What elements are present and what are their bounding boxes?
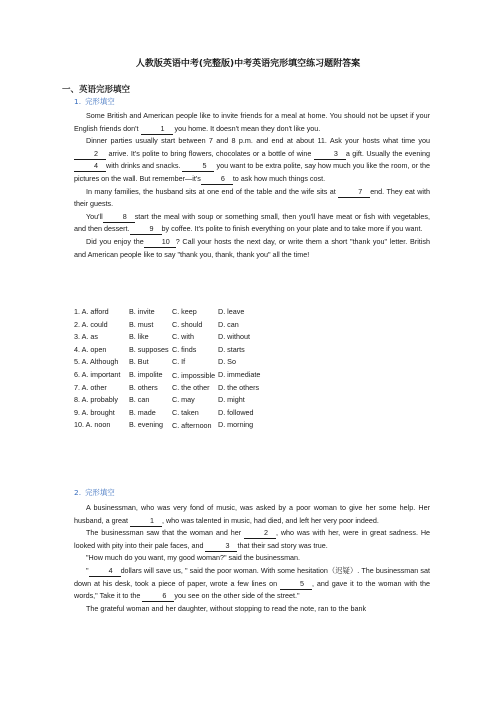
option-choice[interactable]: 8. A. probably [74,395,118,405]
paragraph [74,527,430,552]
blank-9[interactable]: 9 [130,224,162,235]
option-row [74,369,278,382]
option-row [74,407,278,420]
blank-4[interactable]: 4 [89,566,121,577]
text: by coffee. It's polite to finish everything on your plate and to take more if you want. [161,224,423,234]
option-choice[interactable]: B. supposes [129,344,169,354]
option-choice[interactable]: D. leave [218,307,245,316]
text: ? Call your hosts the next day, or write them a short "thank you" letter. British and American people like to say "thank you, thank, thank you" all the time! [74,236,430,259]
text: A businessman, who was very fond of music, was asked by a poor woman to give her some help. Her husband, a great [74,503,430,525]
blank-3[interactable]: 3 [314,149,346,160]
option-choice[interactable]: D. the others [218,382,260,392]
question-number: 2. [74,488,82,497]
option-choice[interactable]: C. taken [172,407,199,417]
option-choice[interactable]: B. like [129,332,149,342]
text: The businessman saw that the woman and her [86,528,242,538]
blank-4[interactable]: 4 [74,161,106,172]
text: Did you enjoy the [86,236,144,246]
option-row [74,306,278,319]
option-choice[interactable]: D. starts [218,344,245,354]
option-row [74,319,278,332]
option-choice[interactable]: 3. A. as [74,332,98,342]
option-choice[interactable]: B. others [129,382,158,392]
option-choice[interactable]: 7. A. other [74,382,107,392]
option-choice[interactable]: B. evening [129,420,163,430]
text: with drinks and snacks. [106,161,181,171]
text: Dinner parties usually start between 7 and 8 p.m. and end at about 11. Ask your hosts what time you [86,136,430,146]
option-choice[interactable]: B. But [129,357,149,367]
option-choice[interactable]: C. may [172,395,195,405]
option-row [74,344,278,357]
text: Some British and American people like to invite friends for a meal at home. You should not be upset if your English friends don't [74,111,430,133]
question-label: 完形填空 [85,97,115,106]
blank-7[interactable]: 7 [338,187,370,198]
option-row [74,356,278,369]
option-choice[interactable]: 4. A. open [74,344,107,354]
option-choice[interactable]: C. afternoon [172,421,212,431]
option-choice[interactable]: C. If [172,357,186,367]
text: start the meal with soup or something small, then you'll have meat or fish with vegetables, and then dessert. [74,211,430,234]
option-row [74,394,278,407]
question-1-header [74,96,115,109]
text: The grateful woman and her daughter, without stopping to read the note, ran to the bank [86,603,367,613]
option-choice[interactable]: 2. A. could [74,319,108,329]
text: " [86,565,89,575]
blank-1[interactable]: 1 [141,124,173,135]
option-choice[interactable]: D. immediate [218,369,261,379]
paragraph [74,552,430,565]
blank-8[interactable]: 8 [103,212,135,223]
text: You'll [86,211,103,221]
option-choice[interactable]: D. followed [218,407,254,417]
blank-5[interactable]: 5 [182,161,214,172]
option-row [74,419,278,432]
option-choice[interactable]: D. morning [218,420,254,430]
option-choice[interactable]: 9. A. brought [74,407,115,417]
paragraph [74,236,430,261]
blank-1[interactable]: 1 [130,516,162,527]
text: , and gave it to the woman with the words," Take it to the [74,578,431,601]
question-label: 完形填空 [85,488,115,497]
paragraph [74,110,430,135]
passage-1 [74,110,430,261]
blank-10[interactable]: 10 [144,237,176,248]
option-choice[interactable]: B. made [129,407,156,417]
option-choice[interactable]: B. invite [129,307,155,316]
options-table [74,306,278,432]
question-number: 1. [74,97,82,106]
option-choice[interactable]: C. impossible [172,370,216,380]
text: to ask how much things cost. [232,173,326,183]
option-choice[interactable]: 5. A. Although [74,357,119,367]
option-choice[interactable]: B. can [129,395,150,405]
text: In many families, the husband sits at one end of the table and the wife sits at [86,186,336,196]
option-choice[interactable]: 1. A. afford [74,307,109,316]
option-choice[interactable]: D. without [218,332,250,342]
paragraph [74,502,430,527]
paragraph [74,135,430,185]
text: end. They eat with their guests. [74,186,430,209]
option-choice[interactable]: C. should [172,319,203,329]
section-heading: 一、英语完形填空 [62,85,131,95]
blank-6[interactable]: 6 [201,174,233,185]
option-choice[interactable]: B. impolite [129,369,163,379]
option-choice[interactable]: C. finds [172,344,197,354]
text: you see on the other side of the street." [174,591,300,601]
page-title: 人教版英语中考(完整版)中考英语完形填空练习题附答案 [135,59,361,69]
blank-6[interactable]: 6 [142,591,174,602]
text: , who was talented in music, had died, and left her very poor indeed. [161,515,379,525]
blank-5[interactable]: 5 [280,579,312,590]
text: you home. It doesn't mean they don't like you. [174,123,321,133]
blank-3[interactable]: 3 [205,541,237,552]
paragraph [74,603,430,616]
option-choice[interactable]: C. the other [172,383,210,393]
blank-2[interactable]: 2 [74,149,106,160]
text: that their sad story was true. [237,540,328,550]
text: dollars will save us, " said the poor woman. With some hesitation（迟疑）. The businessman sat down at his desk, took a piece of paper, wrote a few lines on [74,565,430,588]
blank-2[interactable]: 2 [244,528,276,539]
passage-2 [74,502,430,615]
paragraph [74,565,430,603]
text: arrive. It's polite to bring flowers, chocolates or a bottle of wine [108,148,312,158]
text: you want to be extra polite, say how much you like the room, or the pictures on the wall. But remember—it's [74,161,430,183]
option-choice[interactable]: C. keep [172,307,197,316]
option-choice[interactable]: D. might [218,395,245,405]
question-2-header [74,487,115,500]
text: , who was with her, were in great sadness. He looked with pity into their pale faces, and [74,528,431,550]
paragraph [74,211,430,236]
option-choice[interactable]: 6. A. important [74,369,121,379]
option-choice[interactable]: 10. A. noon [74,420,111,430]
text: a gift. Usually the evening [345,148,430,158]
option-choice[interactable]: C. with [172,332,194,342]
option-row [74,382,278,395]
option-choice[interactable]: B. must [129,319,154,329]
option-row [74,331,278,344]
option-choice[interactable]: D. So [218,357,236,367]
paragraph [74,186,430,211]
option-choice[interactable]: D. can [218,319,239,329]
text: "How much do you want, my good woman?" said the businessman. [86,553,301,563]
